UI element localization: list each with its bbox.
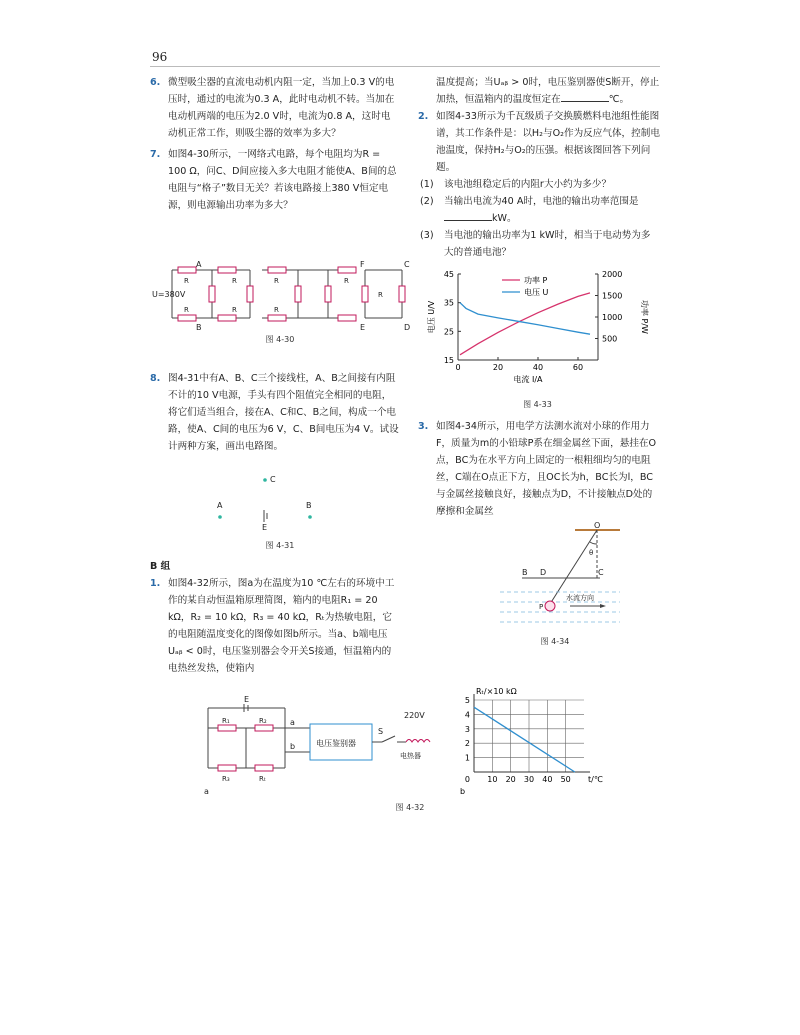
legend-label: 功率 P — [524, 276, 548, 285]
problem-b2 — [418, 108, 660, 176]
problem-8 — [150, 370, 400, 455]
point-o: O — [594, 522, 601, 530]
problem-text: 图4-31中有A、B、C三个接线柱，A、B之间接有内阻不计的10 V电源，手头有四个阻值完全相同的电阻，将它们适当组合，接在A、C和C、B之间，构成一个电路，使A、C间的电压为6 V，C、B间电压为4 V。试设计两种方案，画出电路图。 — [168, 373, 399, 452]
switch-s: S — [378, 727, 384, 736]
x-tick-label: 50 — [560, 775, 571, 784]
x-tick-label: 30 — [523, 775, 535, 784]
supply-voltage: 220V — [404, 711, 425, 720]
figure-4-32b-chart — [458, 686, 618, 798]
y-tick-label: 45 — [443, 270, 454, 279]
x-tick-label: 0 — [455, 363, 461, 372]
y-tick-label: 15 — [443, 356, 454, 365]
problem-7 — [150, 146, 400, 214]
y-axis-label: Rₜ/×10 kΩ — [476, 687, 517, 696]
heater-label: 电热器 — [400, 752, 421, 760]
x-tick-label: 20 — [505, 775, 516, 784]
subquestion-text: 当输出电流为40 A时，电池的输出功率范围是 — [444, 196, 639, 207]
node-c: C — [404, 260, 410, 269]
angle-theta: θ — [589, 549, 594, 557]
problem-text: 如图4-30所示，一网络式电路，每个电阻均为R = 100 Ω，问C、D间应接入多大电阻才能使A、B间的总电阻与“格子”数目无关？若该电路接上380 V恒定电源，则电源输出功率为多大？ — [168, 149, 397, 211]
y-tick-label: 3 — [464, 724, 470, 734]
x-tick-label: 10 — [487, 775, 498, 784]
x-tick-label: 40 — [542, 775, 553, 784]
y2-tick-label: 1000 — [602, 313, 623, 322]
subquestion-text: 当电池的输出功率为1 kW时，相当于电动势为多大的普通电池？ — [444, 230, 651, 258]
resistor-label: R — [184, 306, 189, 314]
problem-number: 6. — [150, 77, 161, 88]
resistor-label: R — [274, 306, 279, 314]
y2-axis-label: 功率 P/W — [640, 300, 649, 334]
y-axis-label: 电压 U/V — [427, 300, 436, 334]
figure-caption: 图 4-33 — [523, 400, 552, 409]
problem-b1 — [150, 575, 400, 677]
left-column-mid — [150, 370, 400, 455]
voltage-detector: 电压鉴别器 — [316, 739, 356, 748]
problem-number: 7. — [150, 149, 161, 160]
subquestion-number: (1) — [420, 179, 434, 190]
y2-tick-label: 1500 — [602, 291, 623, 301]
figure-caption: 图 4-34 — [540, 637, 570, 646]
figure-4-34 — [480, 522, 630, 632]
figure-4-31 — [200, 470, 330, 530]
source-e: E — [262, 523, 268, 530]
node-f: F — [360, 260, 365, 269]
y-tick-label: 5 — [464, 696, 470, 705]
unit-text: ℃。 — [608, 94, 630, 105]
problem-number: 2. — [418, 111, 429, 122]
page-number: 96 — [152, 50, 168, 64]
problem-6 — [150, 74, 400, 142]
problem-text: 如图4-33所示为千瓦级质子交换膜燃料电池组性能图谱，其工作条件是：以H₂与O₂作为反应气体，控制电池温度，保持H₂与O₂的压强。根据该图回答下列问题。 — [436, 111, 660, 173]
problem-number: 3. — [418, 421, 429, 432]
figure-4-33-chart — [420, 264, 655, 399]
problem-text: 微型吸尘器的直流电动机内阻一定，当加上0.3 V的电压时，通过的电流为0.3 A，此时电动机不转。当加在电动机两端的电压为2.0 V时，电流为0.8 A，这时电动机正常工作，则吸尘器的效率为多大？ — [168, 77, 395, 139]
x-tick-label: 60 — [572, 363, 584, 372]
x-tick-label: 40 — [532, 363, 544, 372]
series-line — [474, 707, 575, 772]
y2-tick-label: 500 — [602, 334, 618, 344]
problem-b1-continued — [418, 74, 660, 108]
resistor-label: R — [232, 277, 237, 285]
subquestion-number: (2) — [420, 196, 434, 207]
origin-label: 0 — [464, 775, 470, 784]
terminal-b: B — [306, 501, 312, 510]
terminal-b: b — [290, 742, 296, 751]
right-column — [418, 74, 660, 261]
legend-label: 电压 U — [524, 288, 549, 297]
x-tick-label: 20 — [492, 363, 504, 372]
right-column-bottom — [418, 418, 660, 520]
resistor-r1: R₁ — [222, 717, 230, 725]
x-axis-label: 电流 I/A — [513, 375, 543, 384]
node-e: E — [360, 323, 366, 332]
figure-4-32a-circuit — [200, 696, 440, 796]
terminal-a: A — [217, 501, 223, 510]
y-tick-label: 4 — [464, 710, 470, 720]
resistor-r2: R₂ — [259, 717, 267, 725]
subquestion-text: 该电池组稳定后的内阻r大小约为多少？ — [444, 179, 612, 190]
subfigure-b: b — [460, 787, 466, 796]
resistor-label: R — [378, 291, 383, 299]
left-column-bottom — [150, 558, 400, 677]
point-d: D — [540, 568, 547, 577]
problem-number: 1. — [150, 578, 161, 589]
node-d: D — [404, 323, 410, 332]
section-heading: B 组 — [150, 561, 171, 572]
subquestion-2 — [418, 193, 660, 227]
resistor-rt: Rₜ — [259, 775, 266, 783]
subfigure-a: a — [204, 787, 209, 796]
resistor-label: R — [184, 277, 189, 285]
resistor-label: R — [274, 277, 279, 285]
node-b: B — [196, 323, 202, 332]
y-tick-label: 2 — [464, 739, 470, 749]
resistor-label: R — [232, 306, 237, 314]
y2-tick-label: 2000 — [602, 270, 623, 279]
subquestion-1 — [418, 176, 660, 193]
x-axis-label: t/℃ — [588, 775, 603, 784]
y-tick-label: 35 — [443, 298, 454, 308]
figure-caption: 图 4-32 — [395, 803, 425, 812]
flow-direction: 水流方向 — [566, 594, 594, 602]
unit-text: kW。 — [492, 213, 517, 224]
answer-blank[interactable] — [444, 210, 492, 221]
ball-p: P — [539, 603, 544, 611]
source-e: E — [244, 696, 250, 704]
terminal-a: a — [290, 718, 295, 727]
node-a: A — [196, 260, 202, 269]
figure-caption: 图 4-31 — [265, 541, 295, 550]
voltage-label: U=380V — [152, 290, 186, 299]
resistor-label: R — [344, 277, 349, 285]
point-c: C — [598, 568, 604, 577]
header-rule — [150, 66, 660, 67]
answer-blank[interactable] — [561, 91, 609, 102]
subquestion-number: (3) — [420, 230, 434, 241]
problem-text: 如图4-34所示，用电学方法测水流对小球的作用力F，质量为m的小铅球P系在细金属丝下面，悬挂在O点，BC为在水平方向上固定的一根粗细均匀的电阻丝，C端在O点正下方，且OC长为h，BC长为l，BC与金属丝接触良好，接触点为D，不计接触点D处的摩擦和金属丝 — [436, 421, 657, 517]
resistor-r3: R₃ — [222, 775, 230, 783]
problem-text: 温度提高；当Uₐᵦ > 0时，电压鉴别器使S断开，停止加热，恒温箱内的温度恒定在 — [436, 77, 660, 105]
point-b: B — [522, 568, 528, 577]
subquestion-3 — [418, 227, 660, 261]
y-tick-label: 1 — [464, 753, 470, 763]
problem-text: 如图4-32所示，图a为在温度为10 ℃左右的环境中工作的某自动恒温箱原理简图，箱内的电阻R₁ = 20 kΩ，R₂ = 10 kΩ，R₃ = 40 kΩ，Rₜ为热敏电阻，它的电阻随温度变化的图像如图b所示。当a、b端电压Uₐᵦ < 0时，电压鉴别器会令开关S接通，恒温箱内的电热丝发热，使箱内 — [168, 578, 395, 674]
y-tick-label: 25 — [443, 327, 454, 337]
figure-caption: 图 4-30 — [265, 335, 295, 344]
problem-number: 8. — [150, 373, 161, 384]
terminal-c: C — [270, 475, 276, 484]
problem-b3 — [418, 418, 660, 520]
series-line — [460, 293, 590, 355]
left-column — [150, 74, 400, 214]
